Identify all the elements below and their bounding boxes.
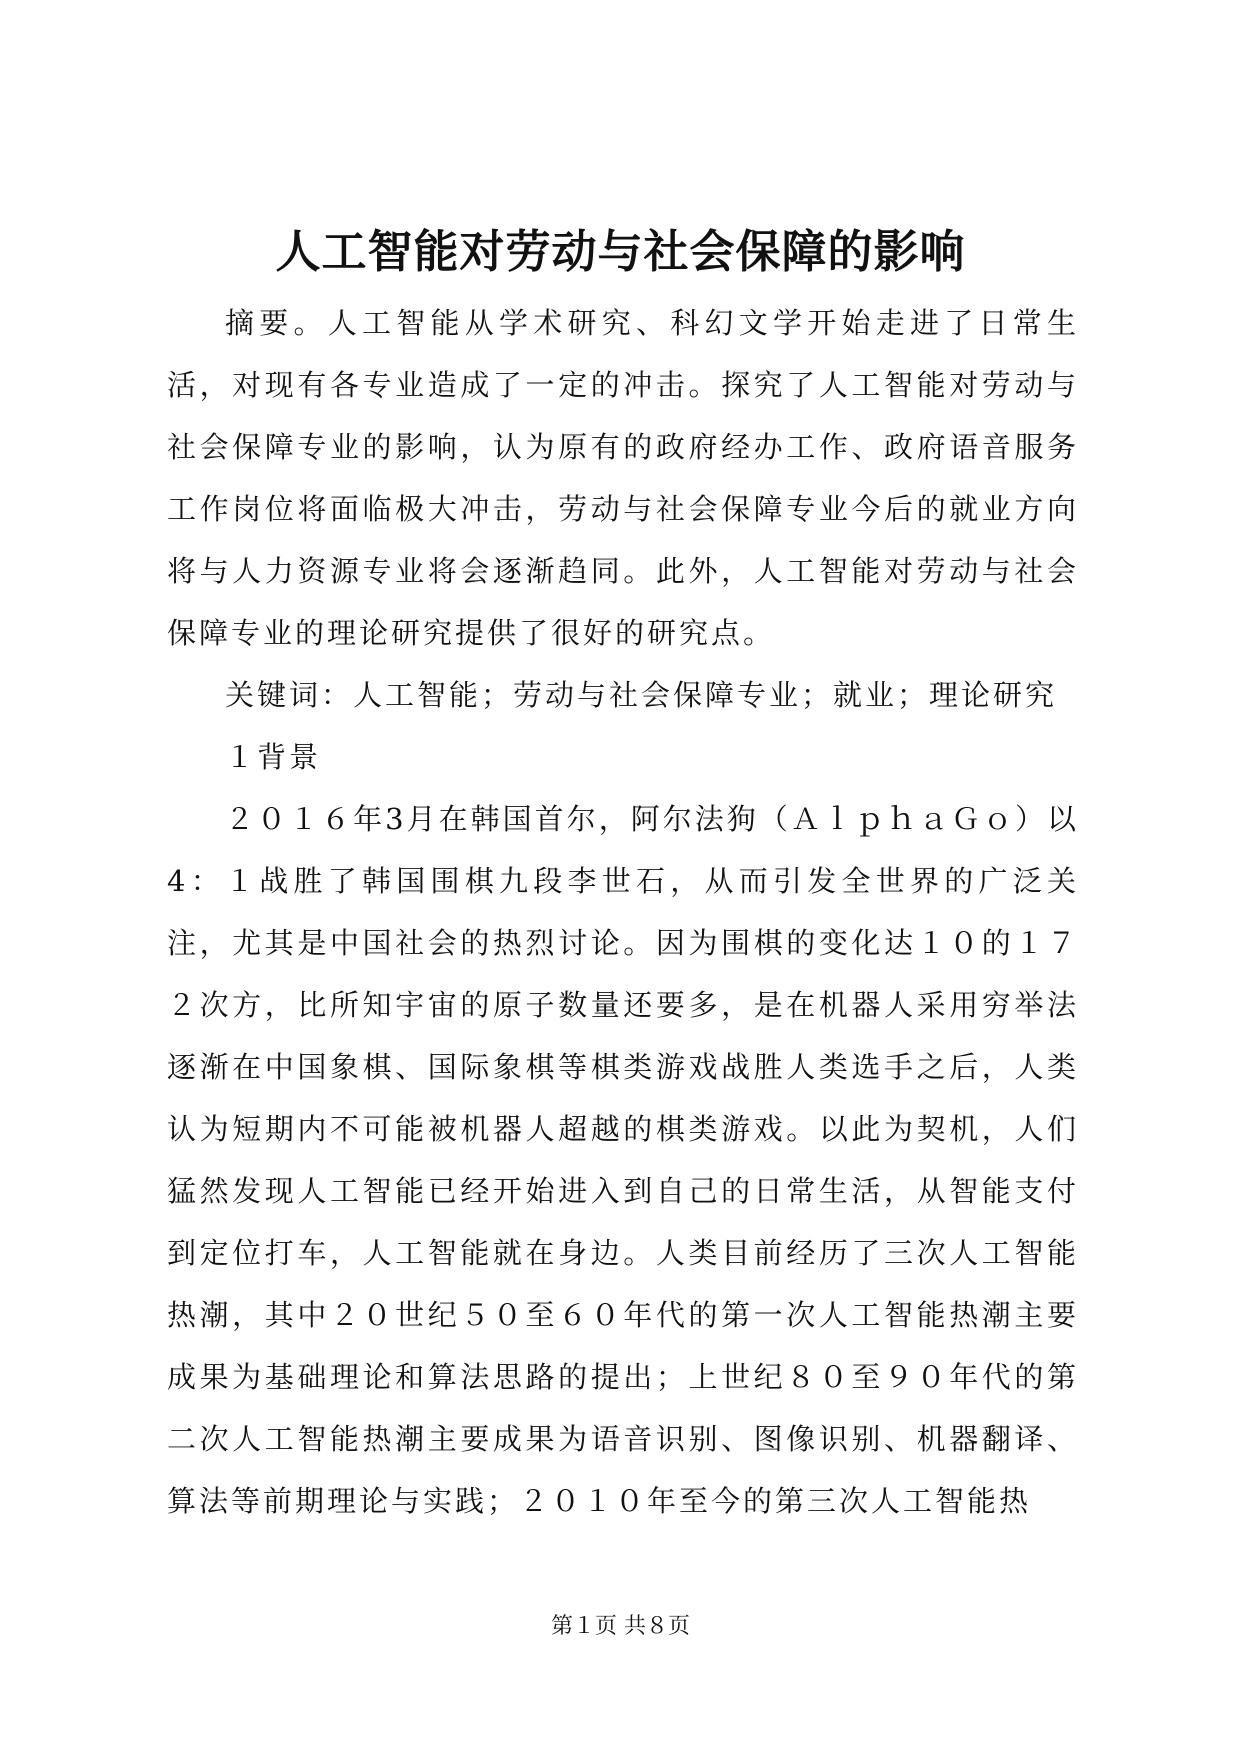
document-body: [167, 292, 1079, 1532]
abstract-paragraph: 摘要。人工智能从学术研究、科幻文学开始走进了日常生活，对现有各专业造成了一定的冲击。探究了人工智能对劳动与社会保障专业的影响，认为原有的政府经办工作、政府语音服务工作岗位将面临极大冲击，劳动与社会保障专业今后的就业方向将与人力资源专业将会逐渐趋同。此外，人工智能对劳动与社会保障专业的理论研究提供了很好的研究点。: [167, 306, 1079, 650]
keywords-paragraph: 关键词：人工智能；劳动与社会保障专业；就业；理论研究: [225, 678, 1058, 712]
page-footer: 第１页 共８页: [551, 1614, 690, 1639]
document-title: 人工智能对劳动与社会保障的影响: [275, 225, 966, 278]
section-heading-background: １背景: [225, 740, 322, 774]
body-paragraph: ２０１６年3月在韩国首尔，阿尔法狗（ＡｌｐｈａＧｏ）以4：１战胜了韩国围棋九段李世石，从而引发全世界的广泛关注，尤其是中国社会的热烈讨论。因为围棋的变化达１０的１７２次方，比所知宇宙的原子数量还要多，是在机器人采用穷举法逐渐在中国象棋、国际象棋等棋类游戏战胜人类选手之后，人类认为短期内不可能被机器人超越的棋类游戏。以此为契机，人们猛然发现人工智能已经开始进入到自己的日常生活，从智能支付到定位打车，人工智能就在身边。人类目前经历了三次人工智能热潮，其中２０世纪５０至６０年代的第一次人工智能热潮主要成果为基础理论和算法思路的提出；上世纪８０至９０年代的第二次人工智能热潮主要成果为语音识别、图像识别、机器翻译、算法等前期理论与实践；２０１０年至今的第三次人工智能热: [167, 802, 1079, 1518]
